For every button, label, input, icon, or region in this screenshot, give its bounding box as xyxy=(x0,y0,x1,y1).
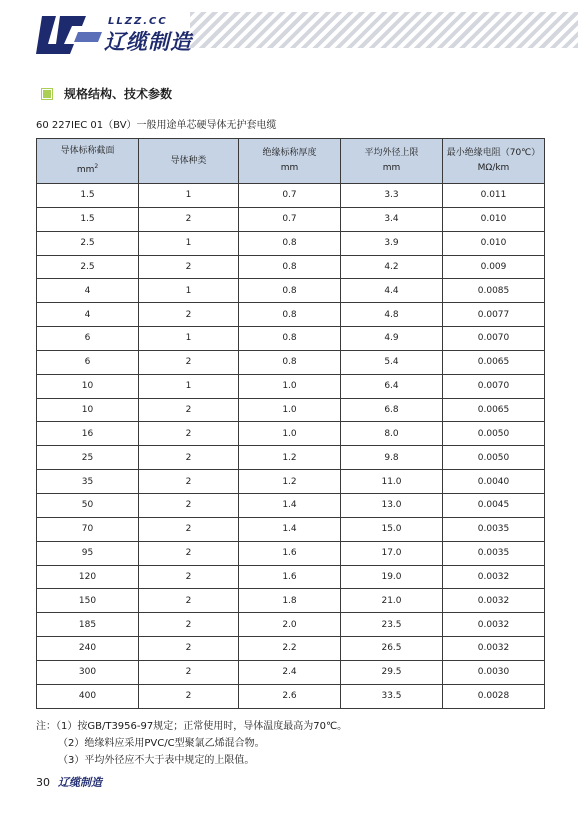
table-cell: 35 xyxy=(37,470,139,494)
spec-table xyxy=(36,138,545,709)
table-cell: 10 xyxy=(37,398,139,422)
column-header-unit xyxy=(239,161,340,176)
table-cell: 2 xyxy=(139,446,239,470)
table-cell: 1 xyxy=(139,327,239,351)
table-cell: 240 xyxy=(37,637,139,661)
table-cell: 150 xyxy=(37,589,139,613)
table-cell: 2 xyxy=(139,207,239,231)
table-cell: 2 xyxy=(139,613,239,637)
table-cell: 4.8 xyxy=(341,303,443,327)
unit-text: mm xyxy=(280,163,299,173)
table-cell: 0.8 xyxy=(239,327,341,351)
table-cell: 8.0 xyxy=(341,422,443,446)
table-row xyxy=(37,446,545,470)
table-cell: 6 xyxy=(37,327,139,351)
table-cell: 0.0032 xyxy=(443,589,545,613)
table-cell: 4.2 xyxy=(341,255,443,279)
table-cell: 2 xyxy=(139,493,239,517)
table-row xyxy=(37,350,545,374)
table-row xyxy=(37,637,545,661)
table-row xyxy=(37,470,545,494)
note-row-1 xyxy=(36,718,347,735)
table-cell: 1.2 xyxy=(239,470,341,494)
table-cell: 5.4 xyxy=(341,350,443,374)
table-cell: 2 xyxy=(139,517,239,541)
table-cell: 2 xyxy=(139,660,239,684)
column-header-unit xyxy=(37,159,138,178)
table-cell: 1 xyxy=(139,184,239,208)
table-cell: 0.011 xyxy=(443,184,545,208)
table-cell: 0.8 xyxy=(239,279,341,303)
table-cell: 33.5 xyxy=(341,684,443,708)
table-row xyxy=(37,327,545,351)
table-cell: 17.0 xyxy=(341,541,443,565)
unit-text: mm xyxy=(382,163,401,173)
table-cell: 0.0040 xyxy=(443,470,545,494)
table-cell: 95 xyxy=(37,541,139,565)
table-cell: 1 xyxy=(139,374,239,398)
table-cell: 185 xyxy=(37,613,139,637)
table-cell: 0.7 xyxy=(239,184,341,208)
table-cell: 6.8 xyxy=(341,398,443,422)
table-cell: 4 xyxy=(37,279,139,303)
table-cell: 0.0032 xyxy=(443,613,545,637)
table-row xyxy=(37,565,545,589)
table-cell: 1.5 xyxy=(37,184,139,208)
table-cell: 0.0085 xyxy=(443,279,545,303)
table-row xyxy=(37,422,545,446)
table-cell: 2 xyxy=(139,350,239,374)
page-number: 30 xyxy=(36,775,50,789)
table-cell: 13.0 xyxy=(341,493,443,517)
table-cell: 0.010 xyxy=(443,207,545,231)
table-cell: 0.009 xyxy=(443,255,545,279)
table-cell: 4 xyxy=(37,303,139,327)
unit-superscript: 2 xyxy=(94,163,99,170)
table-cell: 3.4 xyxy=(341,207,443,231)
column-header xyxy=(239,139,341,184)
table-row xyxy=(37,613,545,637)
note-item: （3）平均外径应不大于表中规定的上限值。 xyxy=(58,755,255,766)
table-cell: 50 xyxy=(37,493,139,517)
table-cell: 10 xyxy=(37,374,139,398)
table-cell: 0.0070 xyxy=(443,374,545,398)
table-cell: 1.8 xyxy=(239,589,341,613)
table-row xyxy=(37,684,545,708)
footer-logo-text: 辽缆制造 xyxy=(58,776,102,789)
column-header-label: 最小绝缘电阻（70℃） xyxy=(446,148,541,158)
table-cell: 0.010 xyxy=(443,231,545,255)
table-cell: 1.0 xyxy=(239,374,341,398)
note-item: （2）绝缘料应采用PVC/C型聚氯乙烯混合物。 xyxy=(58,738,265,749)
table-cell: 0.7 xyxy=(239,207,341,231)
table-cell: 0.0070 xyxy=(443,327,545,351)
table-cell: 400 xyxy=(37,684,139,708)
table-cell: 25 xyxy=(37,446,139,470)
logo-url-text: LLZZ.CC xyxy=(108,16,168,27)
table-cell: 26.5 xyxy=(341,637,443,661)
table-cell: 1.4 xyxy=(239,493,341,517)
table-cell: 1.6 xyxy=(239,541,341,565)
page-header xyxy=(0,0,578,64)
column-header-label: 绝缘标称厚度 xyxy=(262,148,317,158)
table-cell: 2 xyxy=(139,637,239,661)
table-cell: 29.5 xyxy=(341,660,443,684)
table-row xyxy=(37,493,545,517)
table-cell: 15.0 xyxy=(341,517,443,541)
column-header-label: 平均外径上限 xyxy=(364,148,419,158)
table-cell: 1.0 xyxy=(239,422,341,446)
table-row xyxy=(37,589,545,613)
table-cell: 0.0030 xyxy=(443,660,545,684)
table-cell: 16 xyxy=(37,422,139,446)
table-row xyxy=(37,374,545,398)
column-header-label: 导体标称截面 xyxy=(60,146,115,156)
table-cell: 2.5 xyxy=(37,255,139,279)
table-cell: 0.0065 xyxy=(443,398,545,422)
table-cell: 2 xyxy=(139,470,239,494)
unit-text: MΩ/km xyxy=(477,163,510,173)
section-heading-text: 规格结构、技术参数 xyxy=(64,87,173,101)
square-bullet-icon xyxy=(42,89,52,99)
table-cell: 2.4 xyxy=(239,660,341,684)
table-row xyxy=(37,255,545,279)
table-cell: 3.9 xyxy=(341,231,443,255)
table-cell: 0.0050 xyxy=(443,446,545,470)
table-row xyxy=(37,231,545,255)
table-cell: 1.4 xyxy=(239,517,341,541)
table-cell: 2 xyxy=(139,589,239,613)
table-cell: 2.0 xyxy=(239,613,341,637)
table-cell: 300 xyxy=(37,660,139,684)
column-header xyxy=(341,139,443,184)
table-row xyxy=(37,303,545,327)
table-cell: 21.0 xyxy=(341,589,443,613)
table-row xyxy=(37,517,545,541)
table-cell: 0.0035 xyxy=(443,517,545,541)
table-cell: 0.0045 xyxy=(443,493,545,517)
table-row xyxy=(37,398,545,422)
table-cell: 2.2 xyxy=(239,637,341,661)
table-cell: 2 xyxy=(139,541,239,565)
table-row xyxy=(37,279,545,303)
table-cell: 3.3 xyxy=(341,184,443,208)
table-body xyxy=(37,184,545,709)
table-cell: 120 xyxy=(37,565,139,589)
table-cell: 2.5 xyxy=(37,231,139,255)
table-cell: 6.4 xyxy=(341,374,443,398)
table-cell: 2 xyxy=(139,684,239,708)
table-cell: 6 xyxy=(37,350,139,374)
table-cell: 9.8 xyxy=(341,446,443,470)
company-logo-icon xyxy=(34,14,104,56)
table-cell: 11.0 xyxy=(341,470,443,494)
table-cell: 23.5 xyxy=(341,613,443,637)
table-cell: 2 xyxy=(139,303,239,327)
table-cell: 0.0032 xyxy=(443,637,545,661)
table-row xyxy=(37,207,545,231)
table-cell: 0.8 xyxy=(239,231,341,255)
notes-block xyxy=(36,718,347,769)
table-cell: 1.5 xyxy=(37,207,139,231)
page-footer xyxy=(36,774,102,790)
column-header-unit xyxy=(443,161,544,176)
section-heading xyxy=(42,85,172,102)
table-cell: 0.8 xyxy=(239,303,341,327)
table-cell: 2 xyxy=(139,398,239,422)
logo-company-name: 辽缆制造 xyxy=(104,30,192,54)
unit-text: mm xyxy=(76,165,95,175)
table-row xyxy=(37,660,545,684)
table-cell: 2 xyxy=(139,422,239,446)
table-cell: 0.0077 xyxy=(443,303,545,327)
table-cell: 0.0035 xyxy=(443,541,545,565)
column-header xyxy=(139,139,239,184)
table-cell: 2 xyxy=(139,255,239,279)
column-header-unit xyxy=(341,161,442,176)
table-cell: 1 xyxy=(139,279,239,303)
table-row xyxy=(37,184,545,208)
table-title: 60 227IEC 01（BV）一般用途单芯硬导体无护套电缆 xyxy=(36,120,277,131)
column-header xyxy=(37,139,139,184)
notes-label: 注： xyxy=(36,721,56,732)
table-cell: 70 xyxy=(37,517,139,541)
note-row-3 xyxy=(36,752,347,769)
table-cell: 0.8 xyxy=(239,255,341,279)
note-item: （1）按GB/T3956-97规定；正常使用时，导体温度最高为70℃。 xyxy=(56,721,348,732)
header-stripe-band xyxy=(190,12,578,48)
table-cell: 1.2 xyxy=(239,446,341,470)
table-header-row xyxy=(37,139,545,184)
table-cell: 4.9 xyxy=(341,327,443,351)
table-cell: 1 xyxy=(139,231,239,255)
table-cell: 0.0065 xyxy=(443,350,545,374)
table-cell: 2.6 xyxy=(239,684,341,708)
table-cell: 2 xyxy=(139,565,239,589)
table-cell: 0.0032 xyxy=(443,565,545,589)
table-cell: 0.0028 xyxy=(443,684,545,708)
column-header-label: 导体种类 xyxy=(170,155,207,166)
table-cell: 0.8 xyxy=(239,350,341,374)
table-cell: 0.0050 xyxy=(443,422,545,446)
table-row xyxy=(37,541,545,565)
table-cell: 1.6 xyxy=(239,565,341,589)
table-cell: 19.0 xyxy=(341,565,443,589)
table-cell: 1.0 xyxy=(239,398,341,422)
table-cell: 4.4 xyxy=(341,279,443,303)
column-header xyxy=(443,139,545,184)
note-row-2 xyxy=(36,735,347,752)
